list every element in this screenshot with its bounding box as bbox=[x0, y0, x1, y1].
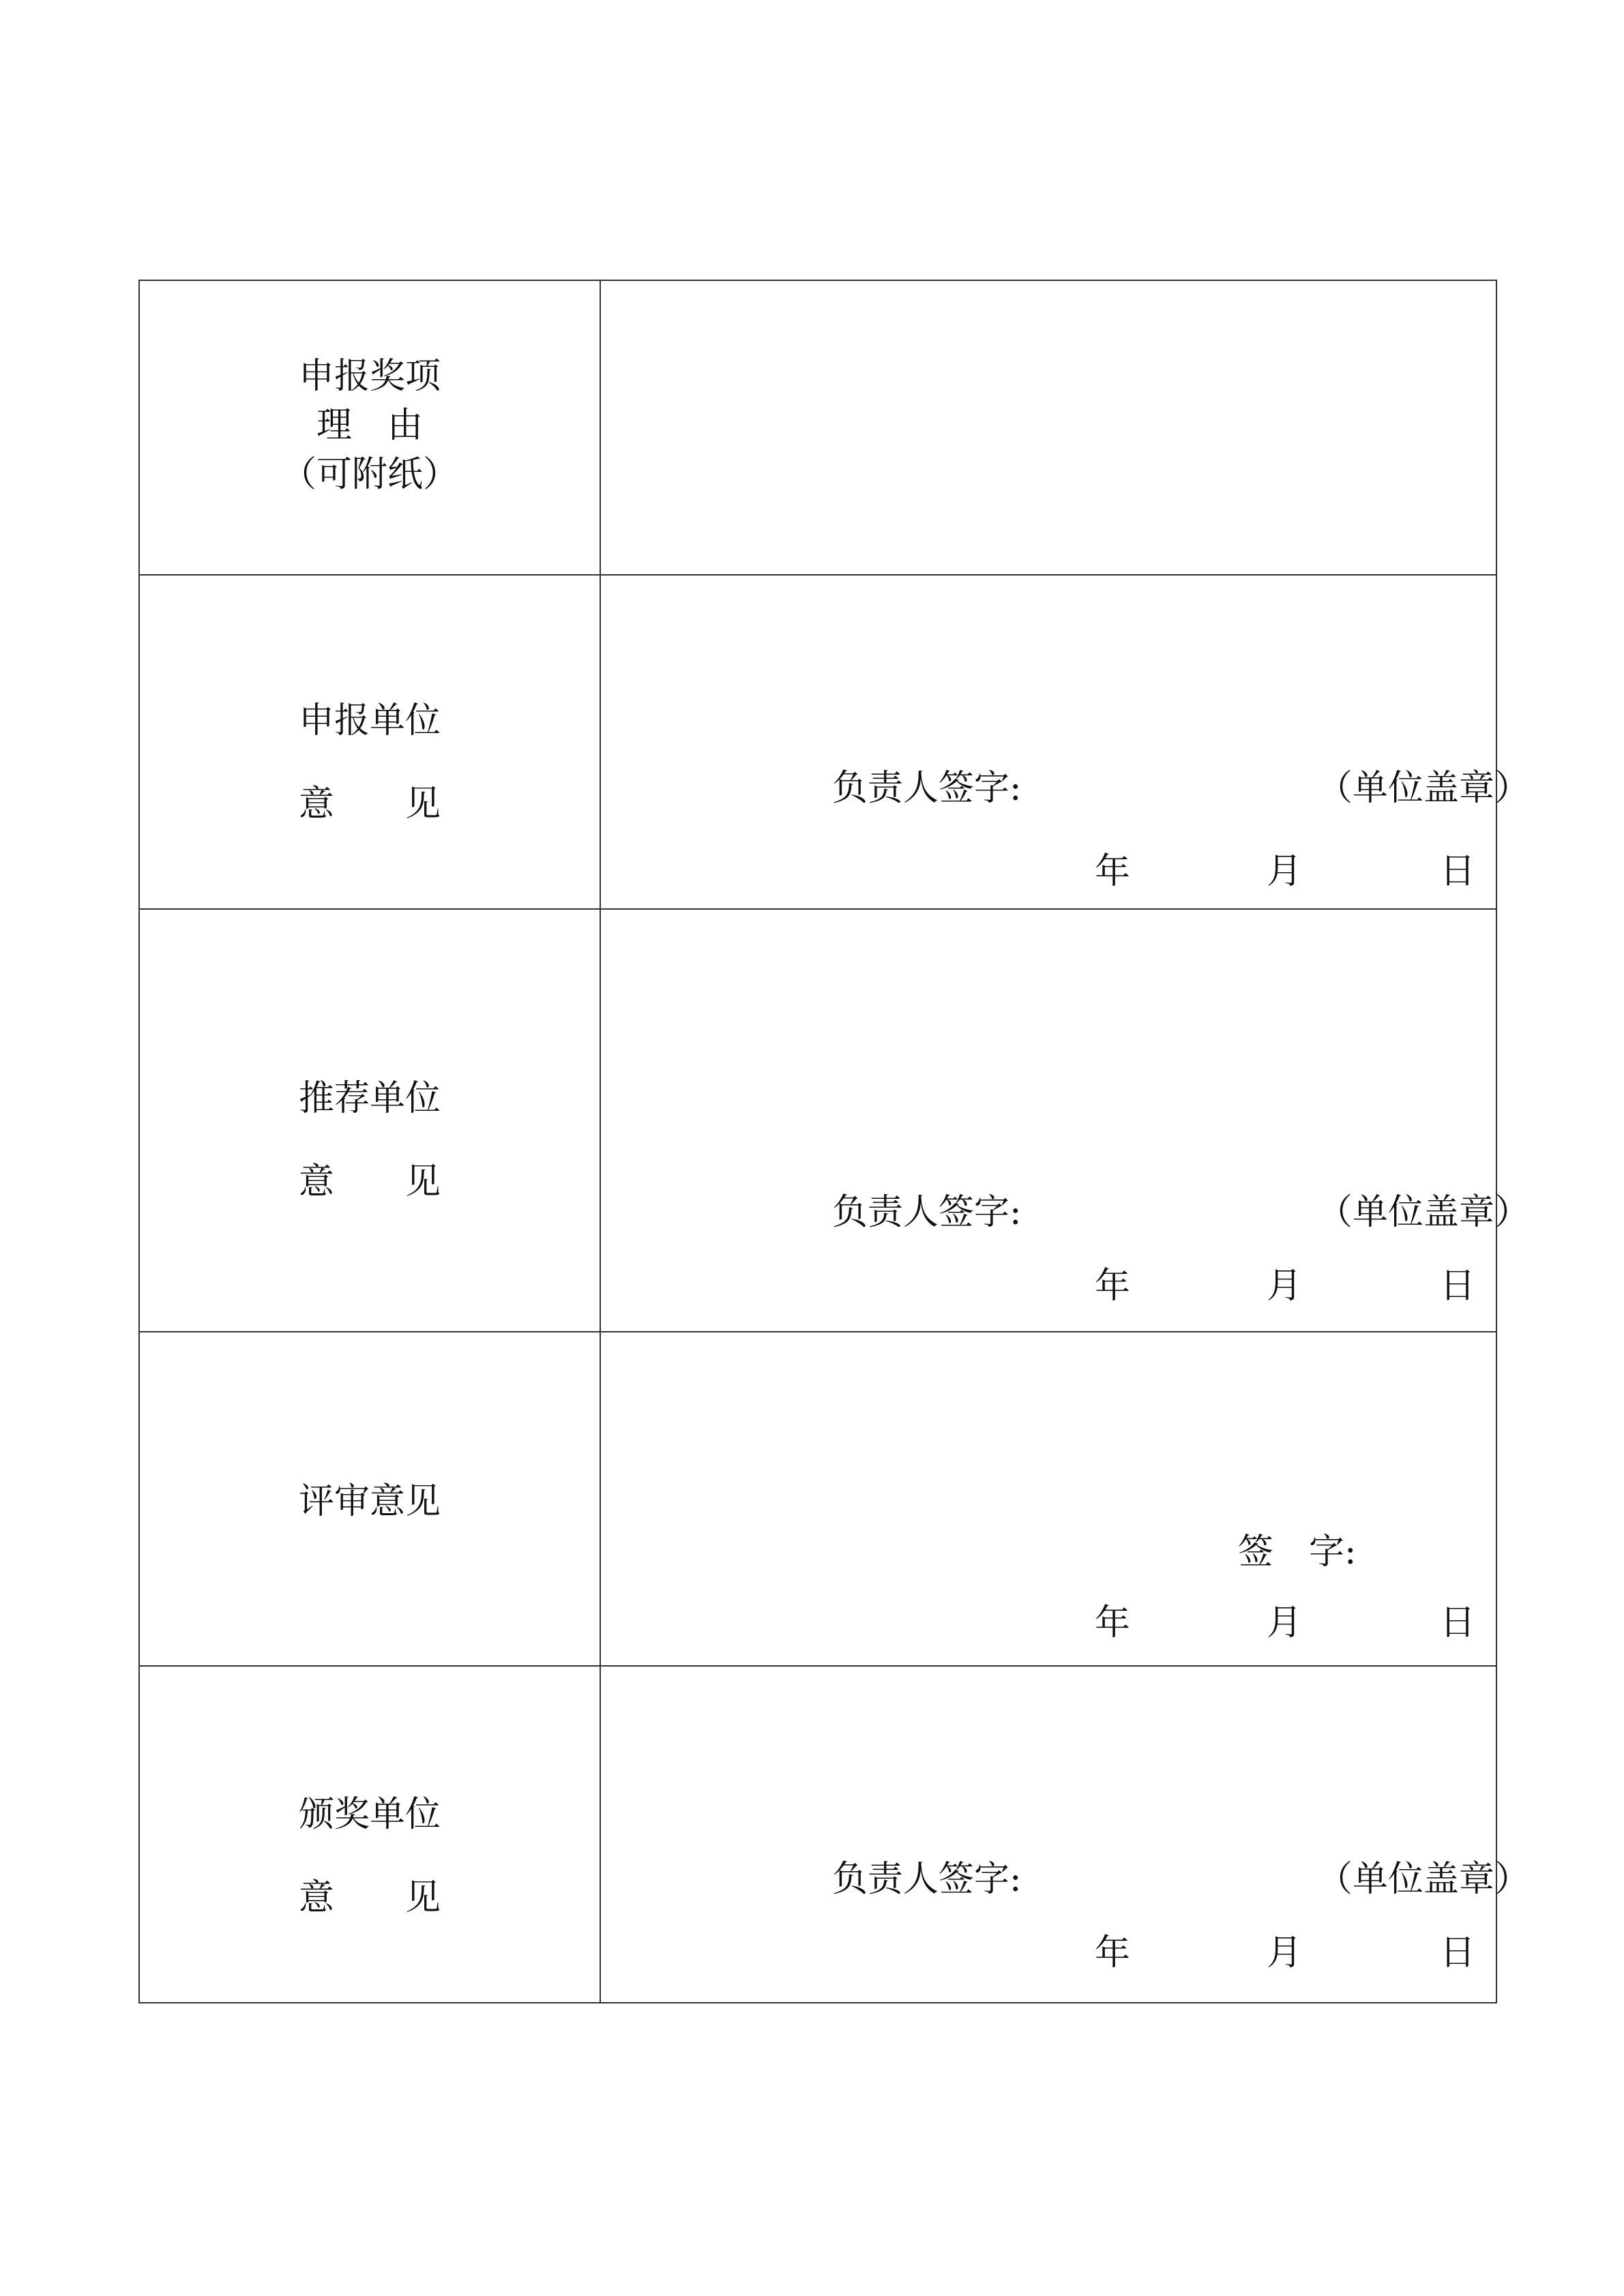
seal-label: （单位盖章） bbox=[1317, 1192, 1531, 1233]
label-opinion: 意 见 bbox=[298, 784, 441, 824]
signature-label: 负责人签字: bbox=[832, 1192, 1022, 1233]
date-day-label: 日 bbox=[1440, 1602, 1476, 1643]
date-day-label: 日 bbox=[1440, 1933, 1476, 1973]
date-year-label: 年 bbox=[1095, 851, 1131, 892]
award-reason-field[interactable] bbox=[600, 280, 1496, 575]
date-day-label: 日 bbox=[1440, 851, 1476, 892]
label-review-opinion: 评审意见 bbox=[298, 1481, 441, 1522]
row-awarding-opinion bbox=[139, 1666, 1496, 2003]
label-cell-recommender-opinion bbox=[139, 909, 600, 1332]
date-year-label: 年 bbox=[1095, 1266, 1131, 1307]
label-recommender-unit: 推荐单位 bbox=[298, 1078, 441, 1119]
awarding-opinion-field[interactable] bbox=[600, 1666, 1531, 2003]
award-application-form bbox=[138, 280, 1531, 2003]
recommender-opinion-field[interactable] bbox=[600, 909, 1531, 1332]
seal-label: （单位盖章） bbox=[1317, 1859, 1531, 1900]
review-opinion-field[interactable] bbox=[600, 1332, 1496, 1666]
label-award-item: 申报奖项 bbox=[298, 356, 441, 397]
date-month-label: 月 bbox=[1267, 1266, 1303, 1307]
label-cell-applicant-opinion bbox=[139, 575, 600, 909]
date-month-label: 月 bbox=[1267, 851, 1303, 892]
row-review-opinion bbox=[139, 1332, 1496, 1666]
label-reason: 理 由 bbox=[316, 405, 423, 446]
applicant-opinion-field[interactable] bbox=[600, 575, 1531, 909]
date-year-label: 年 bbox=[1095, 1602, 1131, 1643]
seal-label: （单位盖章） bbox=[1317, 768, 1531, 809]
label-attachment-note: （可附纸） bbox=[280, 454, 458, 495]
row-award-reason bbox=[139, 280, 1496, 575]
label-awarding-unit: 颁奖单位 bbox=[298, 1794, 441, 1835]
label-opinion: 意 见 bbox=[298, 1877, 441, 1918]
label-applicant-unit: 申报单位 bbox=[298, 700, 441, 741]
label-opinion: 意 见 bbox=[298, 1161, 441, 1202]
date-day-label: 日 bbox=[1440, 1266, 1476, 1307]
signature-label: 负责人签字: bbox=[832, 1859, 1022, 1900]
date-month-label: 月 bbox=[1267, 1933, 1303, 1973]
date-year-label: 年 bbox=[1095, 1933, 1131, 1973]
signature-label: 负责人签字: bbox=[832, 768, 1022, 809]
label-cell-award-reason bbox=[139, 280, 600, 575]
label-cell-awarding-opinion bbox=[139, 1666, 600, 2003]
row-applicant-opinion bbox=[139, 575, 1496, 909]
signature-label: 签 字: bbox=[1238, 1532, 1357, 1572]
label-cell-review-opinion bbox=[139, 1332, 600, 1666]
row-recommender-opinion bbox=[139, 909, 1496, 1332]
date-month-label: 月 bbox=[1267, 1602, 1303, 1643]
